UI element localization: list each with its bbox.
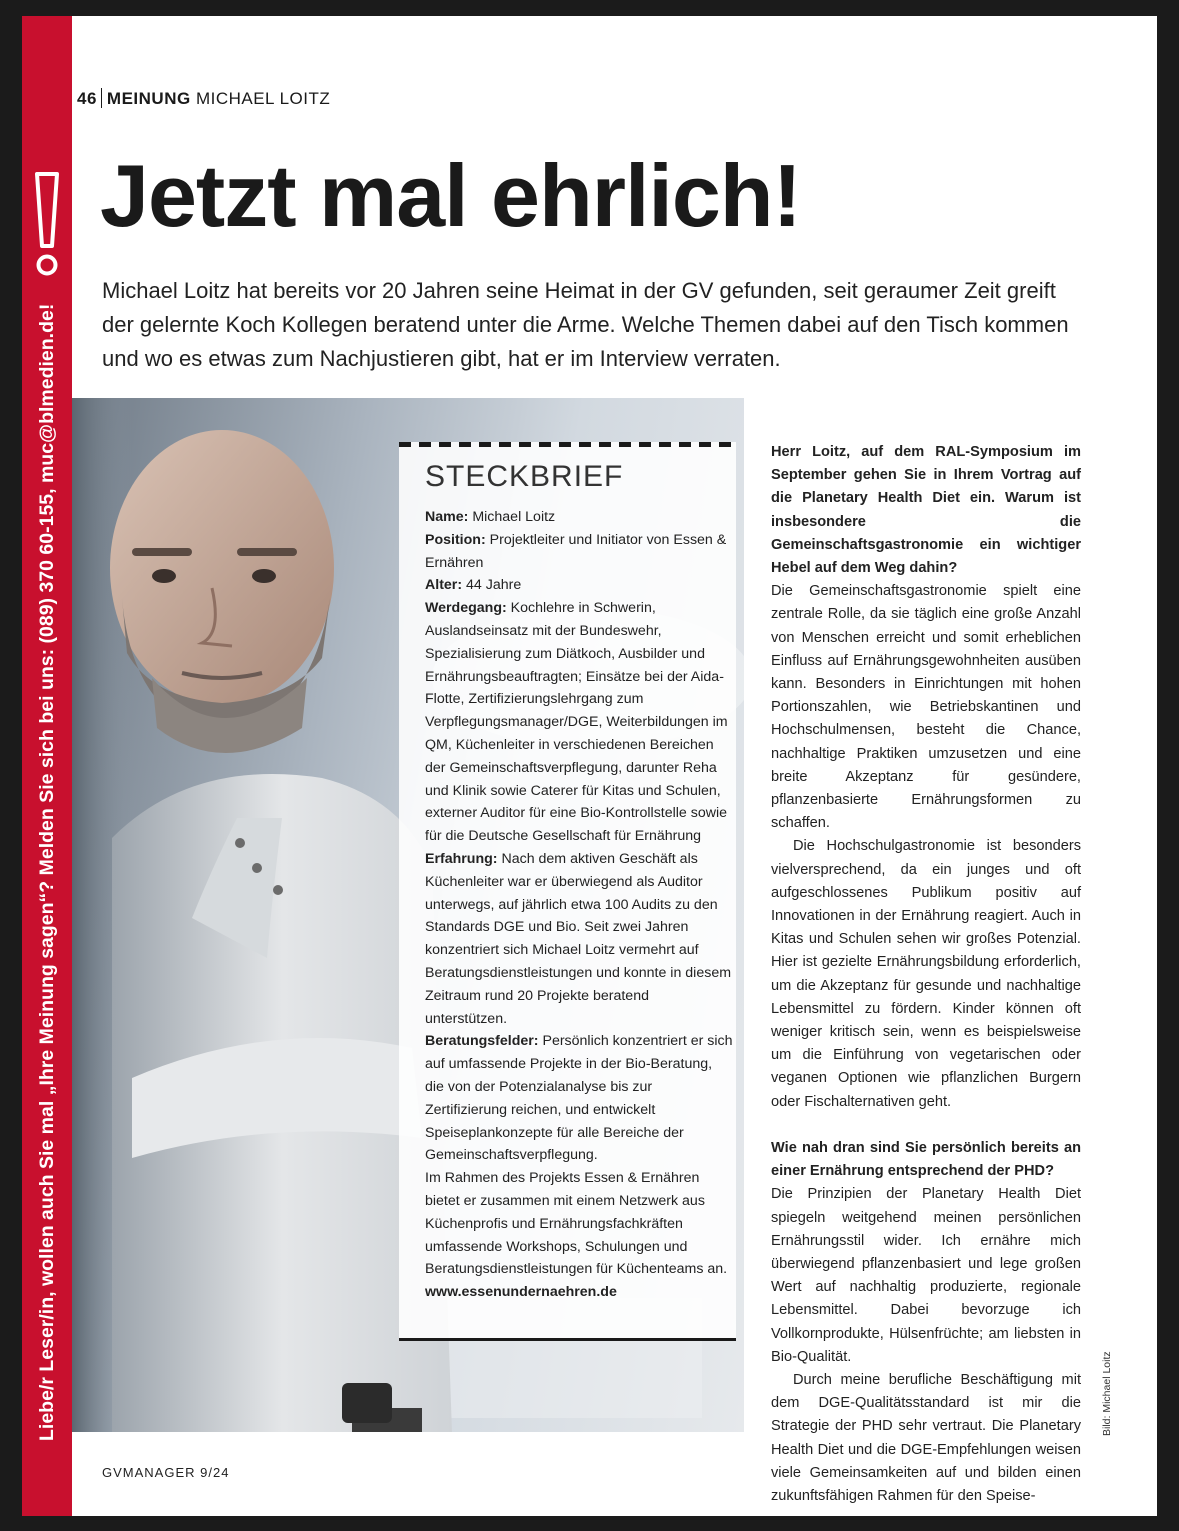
article-title: Jetzt mal ehrlich! — [100, 146, 801, 245]
photo-credit: Bild: Michael Loitz — [1101, 1351, 1113, 1436]
interview-question: Herr Loitz, auf dem RAL-Symposium im September gehen Sie in Ihrem Vortrag auf die Planetary Health Diet ein. Warum ist insbesondere die Gemeinschaftsgastronomie ein wichtiger Hebel auf dem Weg dahin? — [771, 444, 1081, 577]
header-divider — [101, 88, 102, 108]
profile-entry: Name: Michael Loitz — [425, 509, 556, 525]
profile-box-body — [425, 506, 733, 1304]
interview-answer: Die Gemeinschaftsgastronomie spielt eine zentrale Rolle, da sie täglich eine große Anzahl von Menschen erreicht und somit erheblichen Einfluss auf Ernährungsgewohnheiten ausüben kann. Besonders in Einrichtungen mit hohen Portionszahlen, wie Betriebskantinen und Hochschulmensen, besteht die Chance, nachhaltige Praktiken umzusetzen und eine breite Akzeptanz für gesündere, pflanzenbasierte Ernährungsformen zu schaffen. — [771, 583, 1081, 832]
magazine-page — [22, 16, 1157, 1516]
exclamation-icon — [32, 168, 62, 278]
profile-box-bottom-rule — [399, 1338, 736, 1341]
article-lead: Michael Loitz hat bereits vor 20 Jahren seine Heimat in der GV gefunden, seit geraumer Zeit greift der gelernte Koch Kollegen beratend unter die Arme. Welche Themen dabei auf den Tisch kommen und wo es etwas zum Nachjustieren gibt, hat er im Interview verraten. — [102, 278, 1069, 371]
page-number: 46 — [77, 89, 97, 108]
reader-invitation-text: Liebe/r Leser/in, wollen auch Sie mal „Ihre Meinung sagen“? Melden Sie sich bei uns: (089) 370 60-155, muc@blmedien.de! — [36, 303, 58, 1441]
project-url-link[interactable]: www.essenundernaehren.de — [425, 1284, 617, 1301]
section-label: MEINUNG — [106, 89, 191, 108]
interview-answer: Die Hochschulgastronomie ist besonders vielversprechend, da ein junges und oft aufgeschlossenes Publikum positiv auf Innovationen in der Ernährung reagiert. Auch in Kitas und Schulen sehen wir großes Potenzial. Hier ist gezielte Ernährungsbildung erforderlich, um die Akzeptanz für gesunde und nachhaltige Lebensmittel zu fördern. Kinder können oft weniger kritisch sein, wenn es beispielsweise um die Einführung von vegetarischen oder veganen Optionen wie pflanzlichen Burgern oder Fischalternativen geht. — [771, 838, 1081, 1110]
profile-entry: Werdegang: Kochlehre in Schwerin, Auslandseinsatz mit der Bundeswehr, Spezialisierung zum Diätkoch, Ausbilder und Ernährungsbeauftragten; Einsätze bei der Aida-Flotte, Zertifizierungslehrgang zum Verpflegungsmanager/DGE, Weiterbildungen im QM, Küchenleiter in verschiedenen Bereichen der Gemeinschaftsverpflegung, darunter Reha und Klinik sowie Caterer für Kitas und Schulen, externer Auditor für eine Bio-Kontrollstelle sowie für die Deutsche Gesellschaft für Ernährung — [425, 600, 728, 845]
profile-entry: Beratungsfelder: Persönlich konzentriert er sich auf umfassende Projekte in der Bio-Beratung, die von der Potenzialanalyse bis zur Zertifizierung reichen, und entwickelt Speiseplankonzepte für alle Bereiche der Gemeinschaftsverpflegung. — [425, 1033, 733, 1164]
profile-box-title: STECKBRIEF — [425, 460, 624, 493]
author-label: MICHAEL LOITZ — [195, 89, 331, 108]
interview-question: Wie nah dran sind Sie persönlich bereits an einer Ernährung entsprechend der PHD? — [771, 1139, 1081, 1180]
profile-entry: Alter: 44 Jahre — [425, 577, 522, 594]
interview-answer: Durch meine berufliche Beschäftigung mit dem DGE-Qualitätsstandard ist mir die Strategie der PHD sehr vertraut. Die Planetary Health Diet und die DGE-Empfehlungen weisen viele Gemeinsamkeiten auf und bilden einen zukunftsfähigen Rahmen für den Speise- — [771, 1371, 1081, 1504]
page-footer: GVMANAGER 9/24 — [102, 1465, 230, 1480]
profile-entry: Position: Projektleiter und Initiator von Essen & Ernähren — [425, 531, 727, 571]
interview-answer: Die Prinzipien der Planetary Health Diet spiegeln weitgehend meinen persönlichen Ernährungsstil wider. Ich ernähre mich überwiegend pflanzenbasiert und lege großen Wert auf nachhaltig produzierte, regionale Lebensmittel. Dabei bevorzuge ich Vollkornprodukte, Hülsenfrüchte; am liebsten in Bio-Qualität. — [771, 1186, 1081, 1365]
interview-column — [771, 441, 1081, 1508]
profile-closing: Im Rahmen des Projekts Essen & Ernähren bietet er zusammen mit einem Netzwerk aus Küchenprofis und Ernährungsfachkräften umfassende Workshops, Schulungen und Beratungsdienstleistungen für Küchenteams an. — [425, 1170, 728, 1278]
profile-entry: Erfahrung: Nach dem aktiven Geschäft als Küchenleiter war er überwiegend als Auditor unterwegs, auf jährlich etwa 100 Audits zu den Standards DGE und Bio. Seit zwei Jahren konzentriert sich Michael Loitz vermehrt auf Beratungsdienstleistungen und konnte in diesem Zeitraum rund 20 Projekte beratend unterstützen. — [425, 850, 732, 1027]
profile-box — [399, 442, 736, 1341]
page-header — [77, 88, 330, 109]
profile-box-dashed-rule — [399, 442, 736, 447]
